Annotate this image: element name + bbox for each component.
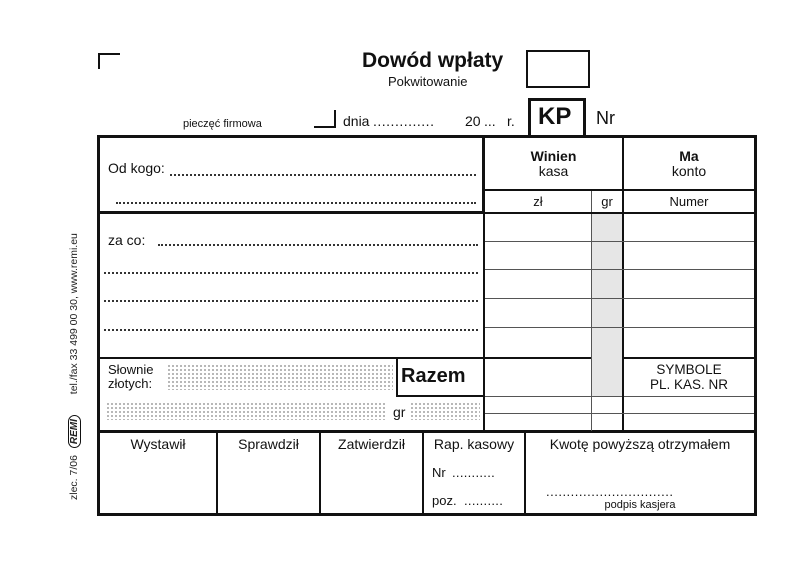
year-prefix: 20 <box>465 113 481 129</box>
credit-subtitle: konto <box>671 163 707 179</box>
print-order: zlec. 7/06 <box>68 455 80 500</box>
number-label: Nr <box>596 108 615 128</box>
entry-row-line-5 <box>485 396 622 397</box>
col-number-header: Numer <box>669 194 709 209</box>
entry-row-line-6 <box>485 413 754 414</box>
form-frame <box>97 135 757 516</box>
date-field[interactable]: .............. <box>373 113 435 129</box>
header-row-bottom <box>483 189 757 191</box>
footer-top <box>97 430 757 433</box>
total-label: Razem <box>401 365 466 387</box>
stamp-mark-h <box>314 126 336 128</box>
contact-info: tel./fax 33 499 00 30, www.remi.eu <box>68 233 80 395</box>
received-label: Kwotę powyższą otrzymałem <box>549 436 731 452</box>
from-field-line-1[interactable] <box>170 174 476 176</box>
doc-type-label: KP <box>538 103 572 130</box>
words-label-2: złotych: <box>108 376 153 391</box>
from-box-bottom <box>97 211 485 214</box>
symbols-label-1: SYMBOLE <box>656 362 722 377</box>
corner-mark-h <box>98 53 120 55</box>
words-field-1[interactable] <box>167 364 393 390</box>
words-label-1: Słownie <box>108 362 154 377</box>
date-label: dnia <box>343 113 370 129</box>
report-pos-label: poz. <box>432 493 457 508</box>
report-nr-label: Nr <box>432 465 446 480</box>
col-header-bottom <box>483 212 757 214</box>
entry-row-line-4 <box>485 327 754 328</box>
col-gr-header: gr <box>601 194 613 209</box>
words-gr-field[interactable] <box>410 402 480 420</box>
for-field-line-1[interactable] <box>158 244 478 246</box>
from-label: Od kogo: <box>108 160 165 176</box>
for-field-line-3[interactable] <box>104 300 478 302</box>
stamp-label: pieczęć firmowa <box>183 118 262 130</box>
approved-label: Zatwierdził <box>338 436 405 452</box>
document-title: Dowód wpłaty <box>362 49 504 72</box>
symbols-label-2: PL. KAS. NR <box>649 377 729 392</box>
remi-logo: REMI <box>68 415 81 448</box>
report-nr-field[interactable]: ........... <box>452 465 496 480</box>
debit-subtitle: kasa <box>538 163 569 179</box>
debit-title: Winien <box>530 148 577 164</box>
for-label: za co: <box>108 232 146 248</box>
credit-title: Ma <box>679 148 699 164</box>
entry-row-line-1 <box>485 241 754 242</box>
signature-label: podpis kasjera <box>604 499 676 511</box>
from-field-line-2[interactable] <box>116 202 476 204</box>
entry-row-line-7 <box>624 396 754 397</box>
checked-label: Sprawdził <box>238 436 299 452</box>
stamp-mark-v <box>334 110 336 128</box>
words-gr-label: gr <box>393 404 406 420</box>
document-number-box[interactable] <box>526 50 590 88</box>
entry-row-line-2 <box>485 269 754 270</box>
col-divider-left <box>483 135 485 431</box>
year-suffix: r. <box>507 113 515 129</box>
signature-field[interactable]: ............................... <box>546 484 674 499</box>
for-field-line-2[interactable] <box>104 272 478 274</box>
for-field-line-4[interactable] <box>104 329 478 331</box>
issued-label: Wystawił <box>130 436 186 452</box>
gr-column-divider <box>591 191 592 431</box>
document-subtitle: Pokwitowanie <box>388 74 468 89</box>
side-imprint <box>68 233 81 500</box>
corner-mark-v <box>98 53 100 69</box>
cash-report-label: Rap. kasowy <box>433 436 515 452</box>
entry-row-line-3 <box>485 298 754 299</box>
col-zl-header: zł <box>533 194 543 209</box>
words-field-2[interactable] <box>106 402 386 420</box>
report-pos-field[interactable]: .......... <box>464 493 504 508</box>
year-field[interactable]: ... <box>484 113 496 129</box>
